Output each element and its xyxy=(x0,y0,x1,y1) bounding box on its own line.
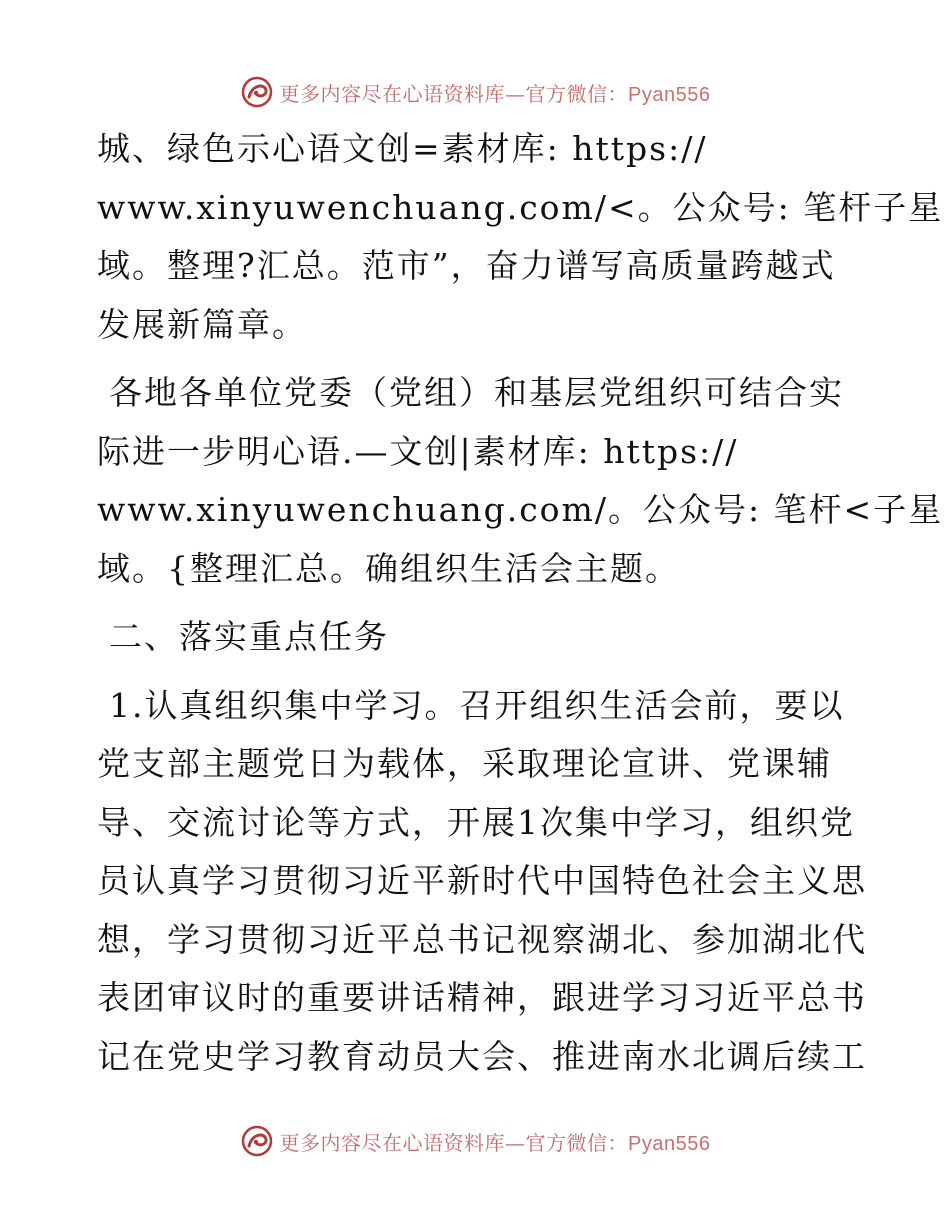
text-line: 记在党史学习教育动员大会、推进南水北调后续工 xyxy=(97,1036,867,1076)
wechat-id: Pyan556 xyxy=(628,1132,711,1155)
text-line: 1.认真组织集中学习。召开组织生活会前，要以 xyxy=(109,685,845,725)
text-line: www.xinyuwenchuang.com/<。公众号: 笔杆子星 xyxy=(97,187,944,227)
text-line: www.xinyuwenchuang.com/。公众号: 笔杆<子星 xyxy=(97,490,944,529)
paragraph-2 xyxy=(97,364,944,598)
watermark-footer xyxy=(0,1121,950,1161)
text-line: 域。整理?汇总。范市”，奋力谱写高质量跨越式 xyxy=(97,246,836,285)
text-line: 际进一步明心语.—文创|素材库: https:// xyxy=(97,431,739,471)
text-line: 党支部主题党日为载体，采取理论宣讲、党课辅 xyxy=(97,744,832,783)
text-line: 员认真学习贯彻习近平新时代中国特色社会主义思 xyxy=(97,861,867,900)
text-line: 域。{整理汇总。确组织生活会主题。 xyxy=(97,548,680,588)
red-swirl-logo-icon xyxy=(240,75,274,109)
wechat-id: Pyan556 xyxy=(628,83,711,106)
text-line: 发展新篇章。 xyxy=(97,304,307,344)
section-heading xyxy=(97,608,857,667)
watermark-text: 更多内容尽在心语资料库—官方微信：Pyan556 xyxy=(279,81,711,106)
text-line: 导、交流讨论等方式，开展1次集中学习，组织党 xyxy=(97,802,855,842)
heading-text: 二、落实重点任务 xyxy=(109,617,389,656)
watermark-header xyxy=(0,72,950,112)
paragraph-3 xyxy=(97,677,867,1087)
text-line: 表团审议时的重要讲话精神，跟进学习习近平总书 xyxy=(97,978,867,1017)
paragraph-1 xyxy=(97,120,944,354)
text-line: 城、绿色示心语文创=素材库: https:// xyxy=(97,129,708,168)
text-line: 各地各单位党委（党组）和基层党组织可结合实 xyxy=(109,373,844,412)
document-body xyxy=(97,120,944,1096)
text-line: 想，学习贯彻习近平总书记视察湖北、参加湖北代 xyxy=(97,919,867,959)
watermark-text: 更多内容尽在心语资料库—官方微信：Pyan556 xyxy=(279,1130,711,1155)
red-swirl-logo-icon xyxy=(240,1124,274,1158)
